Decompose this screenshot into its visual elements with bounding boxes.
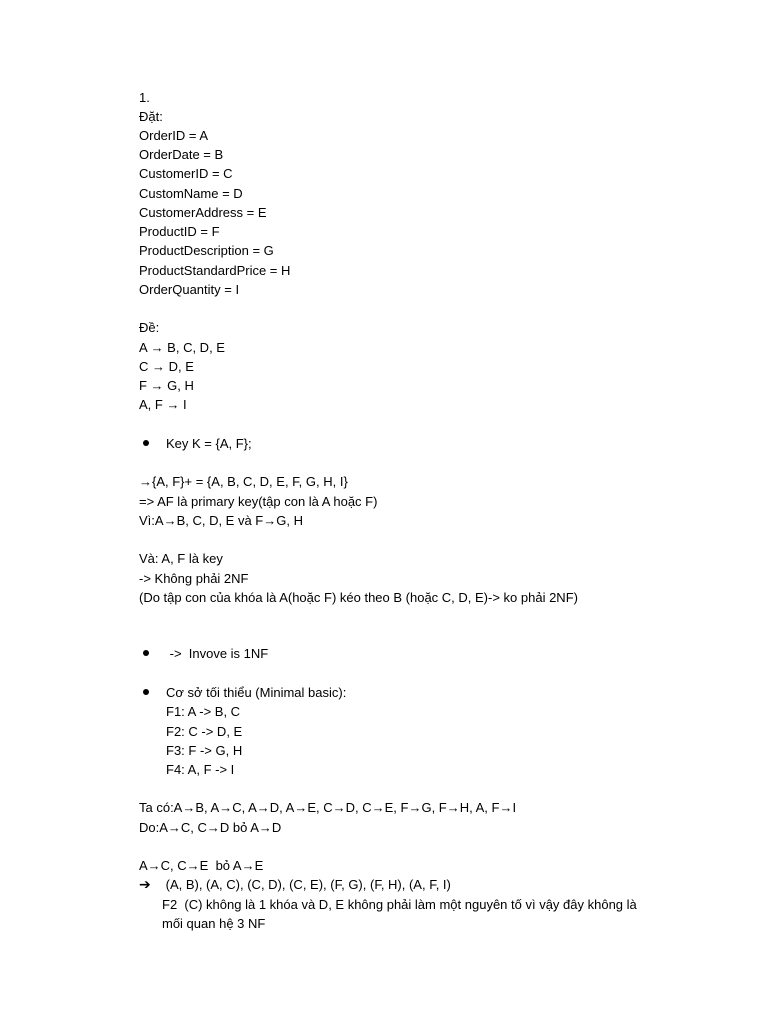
bullet-dot [143,440,149,446]
minimal-line: F3: F -> G, H [166,743,243,758]
definition-line: OrderID = A [139,128,208,143]
define-heading: Đặt: [139,109,163,124]
minimal-line: F4: A, F -> I [166,762,235,777]
definition-line: ProductDescription = G [139,243,274,258]
nf2-line: (Do tập con của khóa là A(hoặc F) kéo theo B (hoặc C, D, E)-> ko phải 2NF) [139,590,578,605]
closure-line: => AF là primary key(tập con là A hoặc F) [139,494,378,509]
dependency-line: A, F → I [139,397,187,412]
definition-line: CustomerID = C [139,166,233,181]
nf2-line: Và: A, F là key [139,551,223,566]
bullet-dot [143,650,149,656]
definition-line: CustomName = D [139,186,243,201]
bullet-dot [143,689,149,695]
conclusion-line: F2 (C) không là 1 khóa và D, E không phải làm một nguyên tố vì vậy đây không là [162,897,637,912]
given-heading: Đề: [139,320,160,335]
key-bullet-text: Key K = {A, F}; [166,436,252,451]
closure-line: →{A, F}+ = {A, B, C, D, E, F, G, H, I} [139,474,348,489]
definition-line: CustomerAddress = E [139,205,267,220]
definition-line: ProductID = F [139,224,220,239]
remove-line: A→C, C→E bỏ A→E [139,858,264,873]
dependency-line: F → G, H [139,378,194,393]
nf2-line: -> Không phải 2NF [139,571,249,586]
minimal-line: F1: A -> B, C [166,704,241,719]
section-number: 1. [139,90,150,105]
derive-line: Ta có:A→B, A→C, A→D, A→E, C→D, C→E, F→G, F→H, A, F→I [139,800,517,815]
minimal-bullet-text: Cơ sở tối thiểu (Minimal basic): [166,685,347,700]
definition-line: ProductStandardPrice = H [139,263,291,278]
definition-line: OrderQuantity = I [139,282,240,297]
derive-line: Do:A→C, C→D bỏ A→D [139,820,282,835]
conclusion-line: mối quan hệ 3 NF [162,916,266,931]
minimal-line: F2: C -> D, E [166,724,243,739]
definition-line: OrderDate = B [139,147,224,162]
dependency-line: C → D, E [139,359,194,374]
nf1-bullet-text: -> Invove is 1NF [166,646,269,661]
closure-line: Vì:A→B, C, D, E và F→G, H [139,513,303,528]
arrow-bullet-icon: ➔ [139,876,151,892]
dependency-line: A → B, C, D, E [139,340,225,355]
result-line: (A, B), (A, C), (C, D), (C, E), (F, G), (F, H), (A, F, I) [162,877,451,892]
